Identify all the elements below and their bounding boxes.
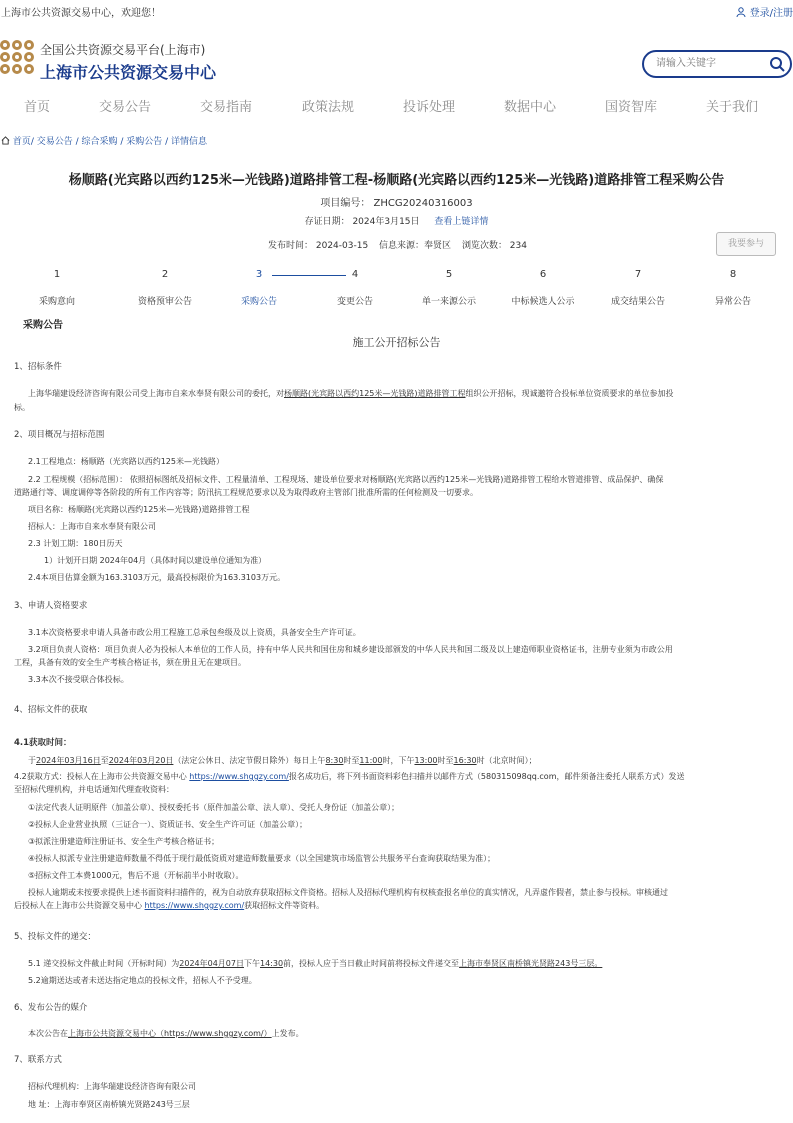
paragraph: 5.1 递交投标文件截止时间（开标时间）为2024年04月07日下午14:30前，投标人应于当日截止时间前将投标文件递交至上海市奉贤区南桥镇光贤路243号三层。 bbox=[28, 959, 603, 968]
login-link[interactable]: 登录/注册 bbox=[736, 0, 793, 28]
step-7[interactable]: 7 成交结果公告 bbox=[610, 269, 665, 307]
brand-line2: 上海市公共资源交易中心 bbox=[40, 63, 217, 82]
nav-trade-guide[interactable]: 交易指南 bbox=[200, 100, 253, 115]
paragraph: 工程，具备有效的安全生产考核合格证书，须在册且无在建项目。 bbox=[14, 658, 246, 667]
sub-heading: 4.1获取时间： bbox=[14, 738, 72, 748]
top-bar bbox=[0, 0, 793, 28]
list-item: ③拟派注册建造师注册证书、安全生产考核合格证书； bbox=[28, 837, 220, 846]
heading-2: 2、项目概况与招标范围 bbox=[14, 430, 105, 440]
publish-time: 发布时间： 2024-03-15 bbox=[268, 241, 369, 251]
paragraph: 于2024年03月16日至2024年03月20日（法定公休日、法定节假日除外）每日上午8:30时至11:00时，下午13:00时至16:30时（北京时间）； bbox=[28, 756, 537, 765]
paragraph: 2.3 计划工期：180日历天 bbox=[28, 539, 123, 548]
media-link[interactable]: 上海市公共资源交易中心（https://www.shggzy.com/） bbox=[68, 1029, 272, 1038]
brand-line1: 全国公共资源交易平台(上海市) bbox=[40, 43, 206, 57]
paragraph: 至招标代理机构，并电话通知代理查收资料： bbox=[14, 785, 174, 794]
step-5[interactable]: 5 单一来源公示 bbox=[421, 269, 476, 307]
search-box bbox=[642, 50, 792, 78]
paragraph: 地 址：上海市奉贤区南桥镇光贤路243号三层 bbox=[28, 1100, 190, 1109]
heading-1: 1、招标条件 bbox=[14, 362, 62, 372]
step-2[interactable]: 2 资格预审公告 bbox=[137, 269, 192, 307]
search-icon[interactable] bbox=[768, 55, 786, 73]
step-4[interactable]: 4 变更公告 bbox=[336, 269, 373, 307]
paragraph: 2.2 工程规模（招标范围）： 依照招标图纸及招标文件、工程量清单、工程现场、建设单位要求对杨顺路(光宾路以西约125米—光钱路)道路排管工程给水管道排管、成品保护、确保 bbox=[28, 475, 664, 484]
view-count: 浏览次数： 234 bbox=[461, 241, 527, 251]
nav-data-center[interactable]: 数据中心 bbox=[504, 100, 557, 115]
project-number: 项目编号： ZHCG20240316003 bbox=[320, 198, 473, 209]
paragraph: 投标人逾期或未按要求提供上述书面资料扫描件的，视为自动放弃获取招标文件资格。招标人及招标代理机构有权核查报名单位的真实情况，凡弄虚作假者，禁止参与投标。审核通过 bbox=[28, 888, 668, 897]
nav-home[interactable]: 首页 bbox=[24, 100, 51, 115]
archive-date: 存证日期： 2024年3月15日 bbox=[304, 217, 420, 227]
paragraph: 道路通行等、调度调停等各阶段的所有工作内容等；防汛抗工程规范要求以及为取得政府主管部门批准所需的任何检测及一切要求。 bbox=[14, 488, 478, 497]
paragraph: 4.2获取方式：投标人在上海市公共资源交易中心 https://www.shggzy.com/报名成功后，将下列书面资料彩色扫描并以邮件方式（580315098qq.com，邮件须备注委托人联系方式）发送 bbox=[14, 772, 685, 781]
paragraph: 本次公告在上海市公共资源交易中心（https://www.shggzy.com/）上发布。 bbox=[28, 1029, 304, 1038]
paragraph: 招标人：上海市自来水奉贤有限公司 bbox=[28, 522, 156, 531]
main-nav bbox=[0, 96, 793, 118]
nav-think-tank[interactable]: 国资智库 bbox=[605, 100, 658, 115]
paragraph: 3.1本次资格要求申请人具备市政公用工程施工总承包叁级及以上资质，具备安全生产许可证。 bbox=[28, 628, 361, 637]
procurement-steps bbox=[0, 269, 793, 309]
paragraph: 2.1工程地点：杨顺路（光宾路以西约125米—光钱路） bbox=[28, 457, 224, 466]
paragraph: 后投标人在上海市公共资源交易中心 https://www.shggzy.com/获取招标文件等资料。 bbox=[14, 901, 325, 910]
list-item: ②投标人企业营业执照（三证合一）、资质证书、安全生产许可证（加盖公章）； bbox=[28, 820, 308, 829]
step-3[interactable]: 3 采购公告 bbox=[240, 269, 277, 307]
welcome-text: 上海市公共资源交易中心，欢迎您！ bbox=[1, 8, 161, 19]
logo-icon[interactable] bbox=[0, 40, 34, 74]
nav-about[interactable]: 关于我们 bbox=[706, 100, 759, 115]
join-button[interactable]: 我要参与 bbox=[716, 232, 776, 256]
heading-4: 4、招标文件的获取 bbox=[14, 705, 88, 715]
paragraph: 上海华瑞建设经济咨询有限公司受上海市自来水奉贤有限公司的委托，对杨顺路(光宾路以西约125米—光钱路)道路排管工程组织公开招标，现诚邀符合投标单位资质要求的单位参加投 bbox=[28, 389, 674, 398]
step-8[interactable]: 8 异常公告 bbox=[714, 269, 751, 307]
site-link[interactable]: https://www.shggzy.com/ bbox=[144, 901, 245, 910]
paragraph: 2.4本项目估算金额为163.3103万元，最高投标限价为163.3103万元。 bbox=[28, 573, 286, 582]
step-6[interactable]: 6 中标候选人公示 bbox=[511, 269, 575, 307]
nav-policy[interactable]: 政策法规 bbox=[302, 100, 355, 115]
doc-title: 施工公开招标公告 bbox=[352, 336, 441, 349]
nav-trade-notice[interactable]: 交易公告 bbox=[99, 100, 152, 115]
chain-detail-link[interactable]: 查看上链详情 bbox=[434, 217, 489, 227]
info-source: 信息来源：奉贤区 bbox=[379, 241, 452, 251]
user-icon bbox=[736, 7, 746, 17]
paragraph: 3.2项目负责人资格：项目负责人必为投标人本单位的工作人员，持有中华人民共和国住房和城乡建设部颁发的中华人民共和国二级及以上建造师职业资格证书，注册专业须为市政公用 bbox=[28, 645, 673, 654]
nav-complaint[interactable]: 投诉处理 bbox=[403, 100, 456, 115]
section-heading: 采购公告 bbox=[23, 320, 63, 331]
search-input[interactable] bbox=[654, 57, 768, 70]
heading-6: 6、发布公告的媒介 bbox=[14, 1003, 88, 1013]
breadcrumb[interactable]: 首页/ 交易公告 / 综合采购 / 采购公告 / 详情信息 bbox=[1, 134, 207, 147]
page-title: 杨顺路(光宾路以西约125米—光钱路)道路排管工程-杨顺路(光宾路以西约125米—光钱路)道路排管工程采购公告 bbox=[68, 173, 725, 188]
publish-info bbox=[268, 238, 535, 251]
heading-7: 7、联系方式 bbox=[14, 1055, 62, 1065]
heading-3: 3、申请人资格要求 bbox=[14, 601, 88, 611]
step-1[interactable]: 1 采购意向 bbox=[38, 269, 75, 307]
paragraph: 项目名称：杨顺路(光宾路以西约125米—光钱路)道路排管工程 bbox=[28, 505, 250, 514]
heading-5: 5、投标文件的递交： bbox=[14, 932, 96, 942]
home-icon[interactable] bbox=[1, 136, 10, 145]
paragraph: 招标代理机构：上海华瑞建设经济咨询有限公司 bbox=[28, 1082, 196, 1091]
list-item: ①法定代表人证明原件（加盖公章）、授权委托书（原件加盖公章、法人章）、受托人身份证（加盖公章）； bbox=[28, 803, 400, 812]
paragraph: 标。 bbox=[14, 403, 30, 412]
list-item: ⑤招标文件工本费1000元，售后不退（开标前半小时收取）。 bbox=[28, 871, 244, 880]
paragraph: 5.2逾期送达或者未送达指定地点的投标文件，招标人不予受理。 bbox=[28, 976, 257, 985]
paragraph: 3.3本次不接受联合体投标。 bbox=[28, 675, 129, 684]
list-item: ④投标人拟派专业注册建造师数量不得低于现行最低资质对建造师数量要求（以全国建筑市场监管公共服务平台查询获取结果为准）； bbox=[28, 854, 496, 863]
paragraph: 1）计划开日期 2024年04月（具体时间以建设单位通知为准） bbox=[44, 556, 267, 565]
site-link[interactable]: https://www.shggzy.com/ bbox=[189, 772, 289, 781]
archive-info bbox=[0, 214, 793, 227]
